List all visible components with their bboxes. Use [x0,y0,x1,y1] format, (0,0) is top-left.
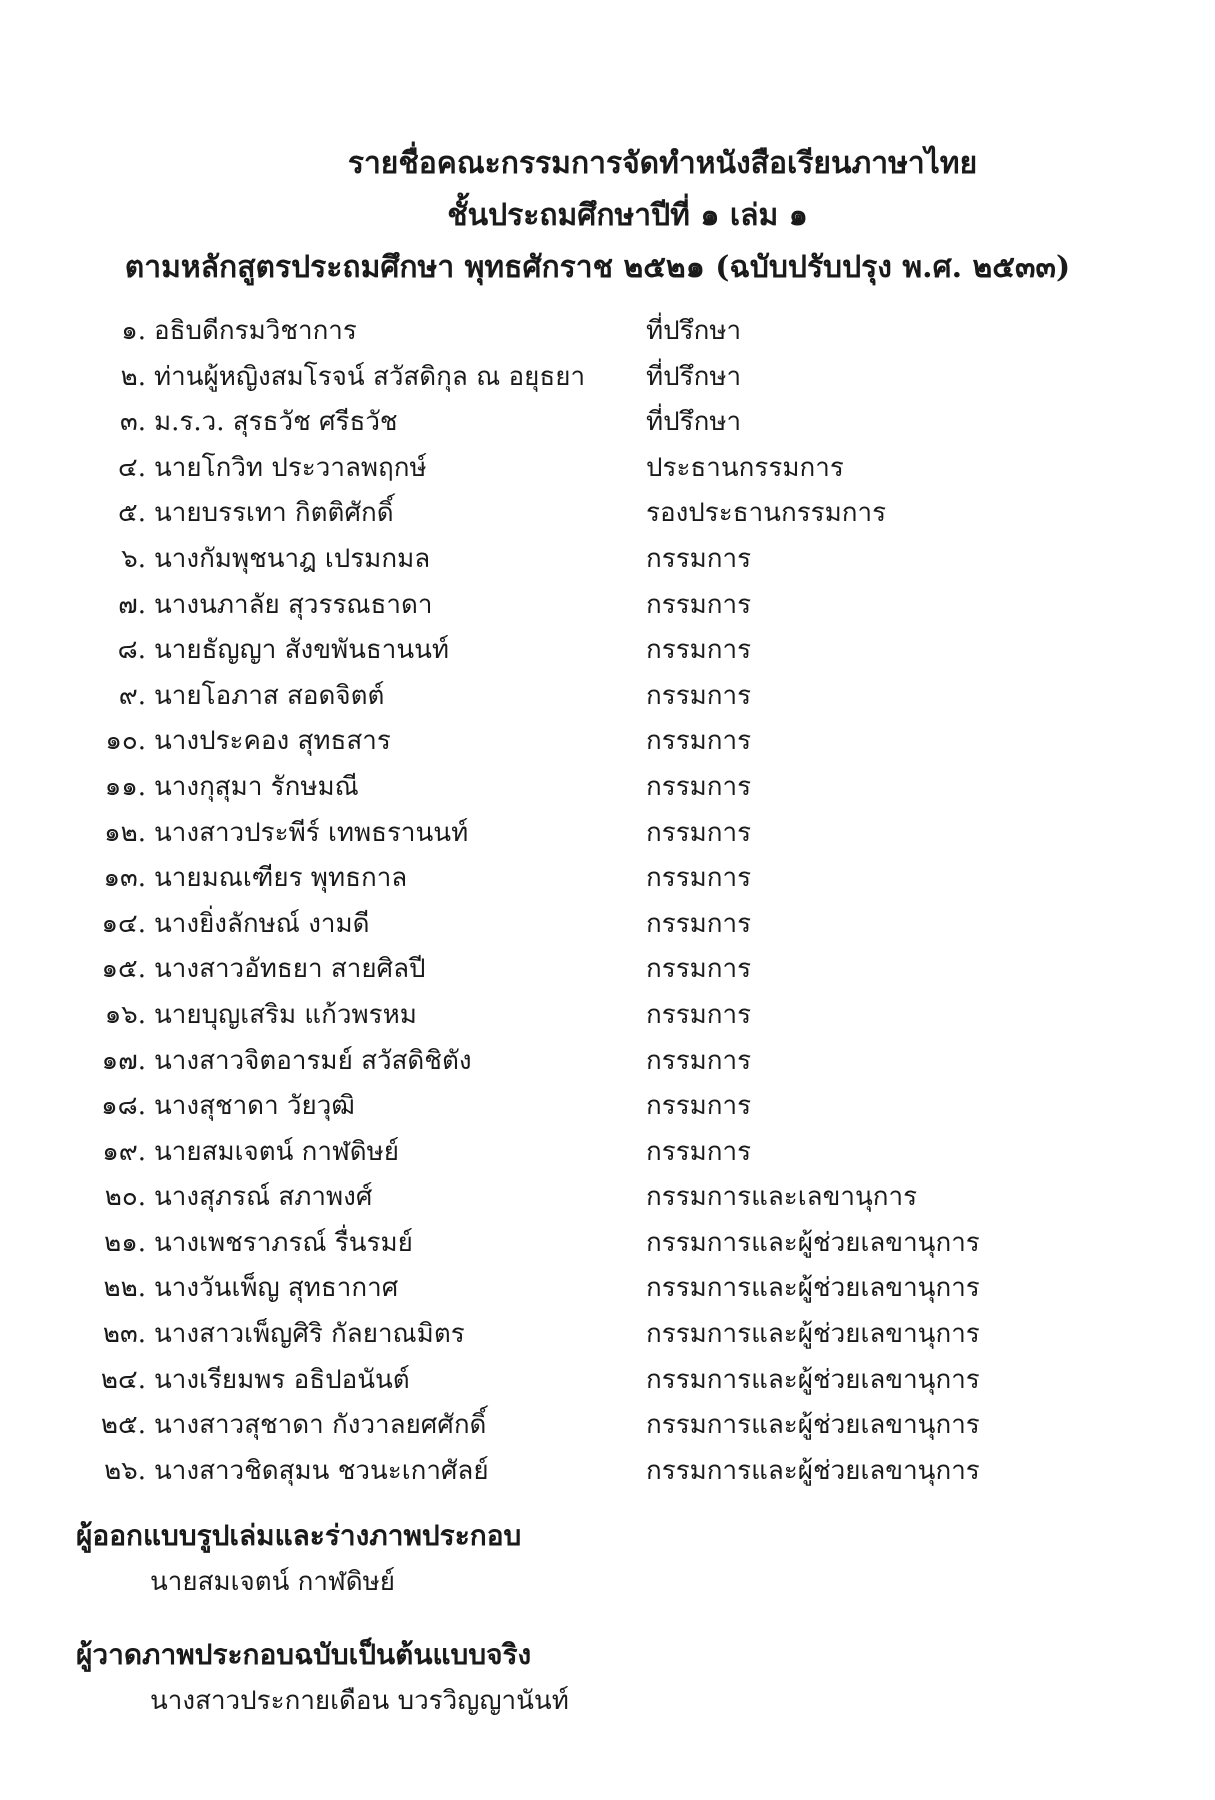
committee-member-row [80,947,1140,993]
title-line-2: ชั้นประถมศึกษาปีที่ ๑ เล่ม ๑ [447,198,808,233]
committee-list [80,309,1140,1494]
committee-member-row [80,491,1140,537]
member-name: นางสาวเพ็ญศิริ กัลยาณมิตร [154,1319,465,1350]
designer-heading: ผู้ออกแบบรูปเล่มและร่างภาพประกอบ [76,1519,522,1552]
member-number: ๔. [118,452,146,483]
committee-member-row [80,400,1140,446]
member-role: กรรมการ [646,1091,752,1122]
member-number: ๕. [118,498,146,529]
member-role: กรรมการและผู้ช่วยเลขานุการ [646,1455,980,1486]
member-name: นายบุญเสริม แก้วพรหม [154,999,417,1030]
member-name: นายสมเจตน์ กาฬดิษย์ [154,1136,400,1167]
member-name: นายโกวิท ประวาลพฤกษ์ [154,452,427,483]
member-name: นางเรียมพร อธิปอนันต์ [154,1364,410,1395]
member-number: ๒๕. [100,1410,146,1441]
member-role: กรรมการ [646,817,752,848]
committee-member-row [80,993,1140,1039]
member-name: นางสุชาดา วัยวุฒิ [154,1091,355,1122]
member-number: ๒๒. [103,1273,146,1304]
member-role: กรรมการและผู้ช่วยเลขานุการ [646,1410,980,1441]
member-number: ๓. [119,407,146,438]
committee-member-row [80,1039,1140,1085]
member-role: กรรมการ [646,543,752,574]
member-number: ๑๒. [104,817,146,848]
member-name: นางวันเพ็ญ สุทธากาศ [154,1273,399,1304]
member-number: ๑๑. [104,771,146,802]
member-role: กรรมการ [646,863,752,894]
member-number: ๑๓. [103,863,146,894]
member-role: ที่ปรึกษา [646,361,742,392]
member-number: ๑๖. [104,999,146,1030]
member-name: นายโอภาส สอดจิตต์ [154,680,385,711]
member-name: อธิบดีกรมวิชาการ [154,316,357,346]
member-number: ๖. [121,543,146,574]
committee-member-row [80,1084,1140,1130]
member-number: ๑๗. [101,1045,146,1076]
committee-member-row [80,719,1140,765]
member-name: ม.ร.ว. สุรธวัช ศรีธวัช [154,407,398,438]
member-role: กรรมการและผู้ช่วยเลขานุการ [646,1319,980,1350]
committee-member-row [80,628,1140,674]
member-number: ๒๖. [104,1455,146,1486]
committee-member-row [80,309,1140,355]
member-role: กรรมการ [646,908,752,939]
committee-member-row [80,1266,1140,1312]
committee-member-row [80,856,1140,902]
member-number: ๑๘. [101,1091,146,1122]
member-role: กรรมการและเลขานุการ [646,1182,918,1213]
committee-member-row [80,674,1140,720]
member-role: กรรมการ [646,1045,752,1076]
member-role: กรรมการ [646,589,752,620]
member-role: กรรมการและผู้ช่วยเลขานุการ [646,1273,980,1304]
member-name: นายมณเฑียร พุทธกาล [154,863,408,894]
member-name: นางนภาลัย สุวรรณธาดา [154,589,433,620]
member-number: ๑๔. [101,908,146,939]
member-name: นางสุภรณ์ สภาพงศ์ [154,1182,373,1213]
committee-member-row [80,1175,1140,1221]
member-name: นางยิ่งลักษณ์ งามดี [154,908,370,939]
member-role: ที่ปรึกษา [646,316,742,346]
committee-member-row [80,1449,1140,1495]
member-role: กรรมการ [646,954,752,985]
committee-member-row [80,1312,1140,1358]
member-name: นางเพชราภรณ์ รื่นรมย์ [154,1227,413,1258]
member-name: นางสาวประพีร์ เทพธรานนท์ [154,817,469,848]
member-role: กรรมการ [646,680,752,711]
committee-member-row [80,1358,1140,1404]
member-name: นางกัมพุชนาฎ เปรมกมล [154,543,431,574]
member-name: ท่านผู้หญิงสมโรจน์ สวัสดิกุล ณ อยุธยา [154,361,586,392]
member-role: กรรมการ [646,771,752,802]
member-role: กรรมการ [646,726,752,757]
member-role: ประธานกรรมการ [646,452,844,483]
member-name: นางสาวจิตอารมย์ สวัสดิชิตัง [154,1045,472,1076]
committee-member-row [80,765,1140,811]
member-number: ๑๐. [105,726,146,757]
member-name: นางสาวสุชาดา กังวาลยศศักดิ์ [154,1410,487,1441]
member-number: ๒๑. [104,1227,146,1258]
committee-member-row [80,811,1140,857]
committee-member-row [80,1221,1140,1267]
member-role: รองประธานกรรมการ [646,498,887,529]
member-name: นายธัญญา สังขพันธานนท์ [154,635,450,666]
title-line-1: รายชื่อคณะกรรมการจัดทำหนังสือเรียนภาษาไทย [347,146,978,181]
member-name: นางประคอง สุทธสาร [154,726,391,757]
member-number: ๑๙. [102,1136,146,1167]
member-number: ๒๔. [100,1364,146,1395]
member-name: นางสาวชิดสุมน ชวนะเกาศัลย์ [154,1455,489,1486]
member-name: นายบรรเทา กิตติศักดิ์ [154,498,394,529]
title-line-3: ตามหลักสูตรประถมศึกษา พุทธศักราช ๒๕๒๑ (ฉบับปรับปรุง พ.ศ. ๒๕๓๓) [124,250,1071,285]
illustrator-name: นางสาวประกายเดือน บวรวิญญานันท์ [150,1686,569,1716]
member-number: ๘. [117,635,146,666]
member-number: ๑. [121,316,146,346]
document-title [60,138,1155,294]
committee-member-row [80,1130,1140,1176]
committee-member-row [80,446,1140,492]
member-number: ๗. [118,589,146,620]
committee-member-row [80,537,1140,583]
member-role: กรรมการและผู้ช่วยเลขานุการ [646,1227,980,1258]
member-number: ๙. [118,680,146,711]
member-number: ๑๕. [101,954,146,985]
committee-member-row [80,1403,1140,1449]
member-name: นางสาวอัทธยา สายศิลปี [154,954,426,985]
committee-member-row [80,355,1140,401]
member-number: ๒๐. [104,1182,146,1213]
member-role: ที่ปรึกษา [646,407,742,438]
member-number: ๒. [120,361,146,392]
member-number: ๒๓. [102,1319,146,1350]
member-name: นางกุสุมา รักษมณี [154,771,359,802]
designer-name: นายสมเจตน์ กาฬดิษย์ [150,1567,396,1597]
illustrator-heading: ผู้วาดภาพประกอบฉบับเป็นต้นแบบจริง [76,1638,532,1671]
member-role: กรรมการ [646,999,752,1030]
member-role: กรรมการ [646,1136,752,1167]
committee-member-row [80,583,1140,629]
committee-member-row [80,902,1140,948]
member-role: กรรมการ [646,635,752,666]
member-role: กรรมการและผู้ช่วยเลขานุการ [646,1364,980,1395]
